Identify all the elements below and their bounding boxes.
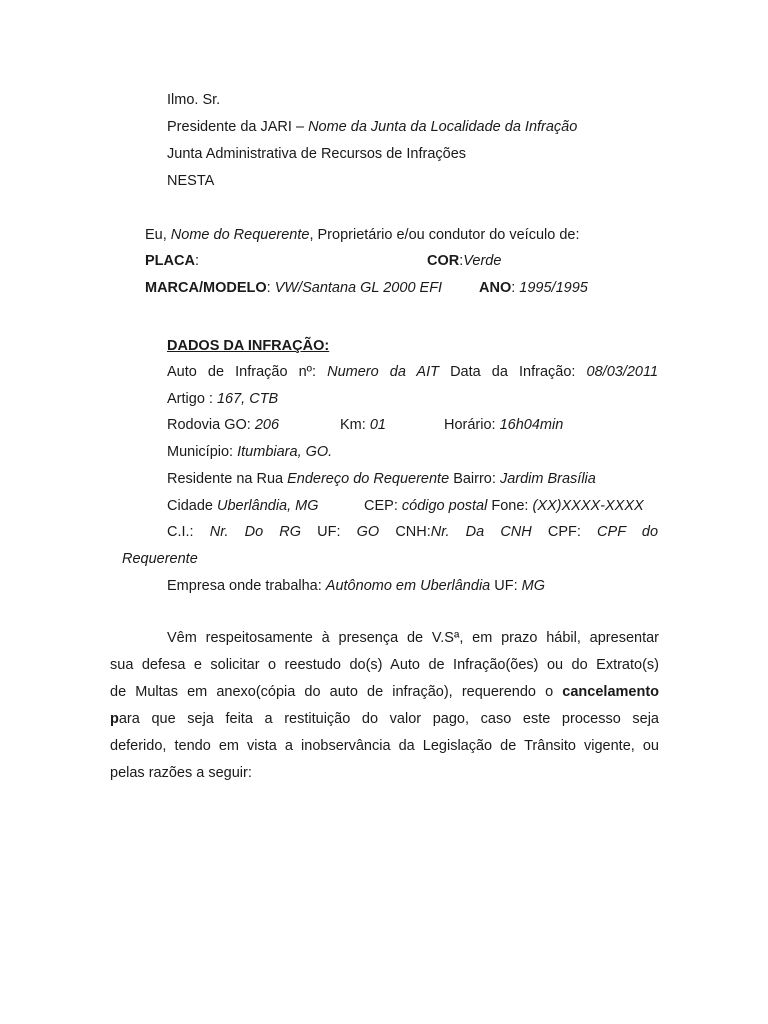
board-line: Junta Administrativa de Recursos de Infrações — [167, 146, 467, 162]
city-line: Município: Itumbiara, GO. — [167, 444, 333, 460]
salutation: Ilmo. Sr. — [167, 92, 221, 108]
infraction-heading: DADOS DA INFRAÇÃO: — [167, 338, 330, 354]
employer-line: Empresa onde trabalha: Autônomo em Uberlândia UF: MG — [167, 578, 546, 594]
year-field: ANO: 1995/1995 — [479, 280, 588, 296]
model-field: MARCA/MODELO: VW/Santana GL 2000 EFI — [145, 280, 443, 296]
plate-field: PLACA: — [145, 253, 199, 269]
cpf-continuation: Requerente — [122, 551, 198, 567]
color-field: COR:Verde — [427, 253, 502, 269]
road-field: Rodovia GO: 206 — [167, 417, 280, 433]
res-city-field: Cidade Uberlândia, MG — [167, 498, 319, 514]
president-name: Nome da Junta da Localidade da Infração — [308, 119, 578, 135]
body-line-6: pelas razões a seguir: — [110, 765, 252, 781]
president-line: Presidente da JARI – Nome da Junta da Localidade da Infração — [167, 119, 578, 135]
auto-line: Auto de Infração nº: Numero da AIT Data da Infração: 08/03/2011 — [167, 364, 659, 380]
address-line: Residente na Rua Endereço do Requerente Bairro: Jardim Brasília — [167, 471, 596, 487]
location-line: NESTA — [167, 173, 215, 189]
body-line-3: de Multas em anexo(cópia do auto de infração), requerendo o cancelamento — [110, 684, 660, 700]
body-line-2: sua defesa e solicitar o reestudo do(s) Auto de Infração(ões) ou do Extrato(s) — [110, 657, 659, 673]
article-line: Artigo : 167, CTB — [167, 391, 279, 407]
time-field: Horário: 16h04min — [444, 417, 564, 433]
body-line-4: para que seja feita a restituição do valor pago, caso este processo seja — [110, 711, 659, 727]
body-line-5: deferido, tendo em vista a inobservância da Legislação de Trânsito vigente, ou — [110, 738, 659, 754]
id-line: C.I.: Nr. Do RG UF: GO CNH:Nr. Da CNH CPF: CPF do — [167, 524, 659, 540]
cep-phone-field: CEP: código postal Fone: (XX)XXXX-XXXX — [364, 498, 644, 514]
requester-intro: Eu, Nome do Requerente, Proprietário e/ou condutor do veículo de: — [145, 227, 580, 243]
km-field: Km: 01 — [340, 417, 386, 433]
requester-name: Nome do Requerente — [170, 227, 310, 243]
body-line-1: Vêm respeitosamente à presença de V.Sª, em prazo hábil, apresentar — [167, 630, 659, 646]
